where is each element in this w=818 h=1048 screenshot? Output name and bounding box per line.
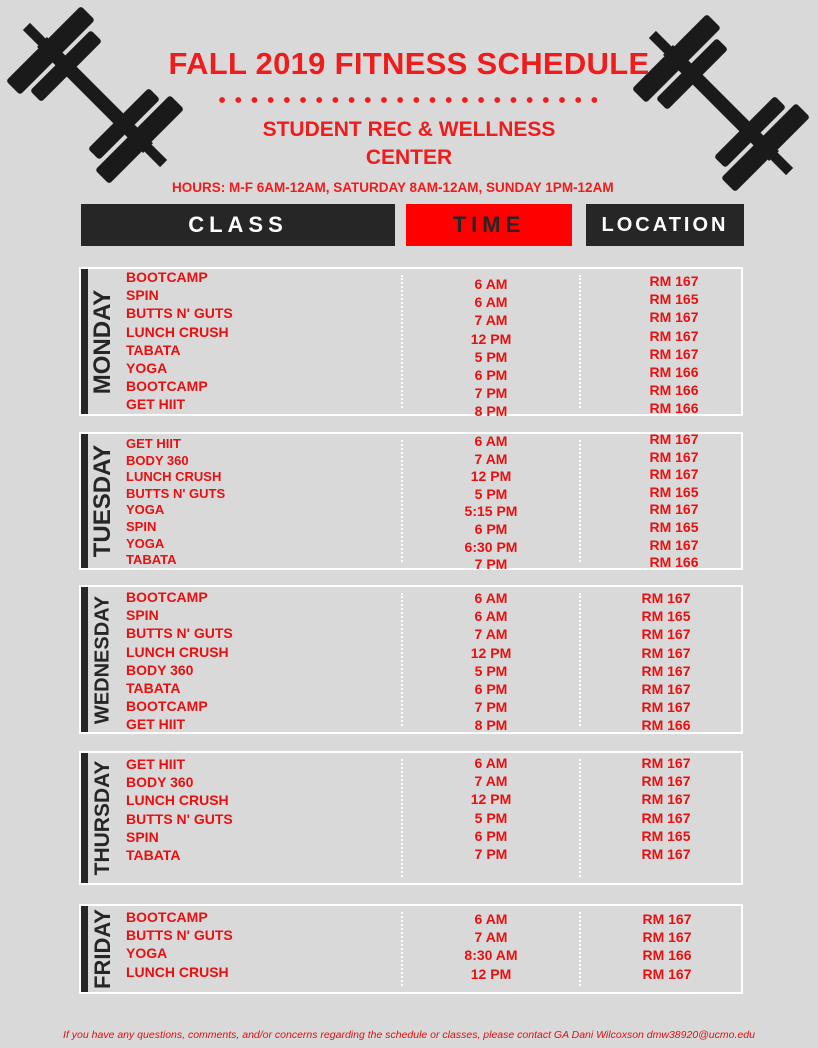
- class-time: 6 AM: [474, 276, 508, 292]
- class-name: SPIN: [126, 287, 159, 304]
- class-location: RM 167: [641, 755, 691, 771]
- day-name: THURSDAY: [91, 760, 114, 876]
- class-name: LUNCH CRUSH: [126, 792, 229, 809]
- day-name: TUESDAY: [89, 444, 116, 558]
- class-location: RM 165: [649, 291, 699, 308]
- subtitle: [0, 116, 818, 172]
- class-time: 7 PM: [474, 699, 508, 716]
- class-time: 7 AM: [474, 929, 508, 946]
- day-section-thursday: [79, 751, 743, 885]
- class-name: BOOTCAMP: [126, 269, 208, 285]
- class-location: RM 167: [649, 345, 699, 362]
- class-name: BUTTS N' GUTS: [126, 927, 233, 944]
- location-column: [619, 272, 729, 418]
- class-name: BODY 360: [126, 661, 194, 678]
- class-time: 12 PM: [470, 644, 512, 661]
- class-time: 6 PM: [474, 520, 508, 537]
- class-time: 12 PM: [470, 791, 512, 808]
- column-separator: [579, 440, 581, 562]
- class-name: SPIN: [126, 828, 159, 845]
- class-location: RM 167: [641, 590, 691, 606]
- class-location: RM 165: [649, 518, 699, 535]
- class-name: YOGA: [126, 359, 168, 376]
- class-name: YOGA: [126, 535, 165, 551]
- day-name: FRIDAY: [90, 909, 115, 989]
- class-location: RM 167: [641, 662, 691, 679]
- class-location: RM 167: [649, 448, 699, 465]
- class-time: 5 PM: [474, 485, 508, 502]
- day-section-friday: [79, 904, 743, 994]
- class-location: RM 167: [649, 536, 699, 553]
- class-name: BOOTCAMP: [126, 909, 208, 925]
- class-time: 5 PM: [474, 662, 508, 679]
- class-time: 6 AM: [474, 590, 508, 606]
- day-label: [81, 587, 125, 732]
- class-time: 7 AM: [474, 626, 508, 643]
- class-time: 12 PM: [470, 965, 512, 982]
- day-section-monday: [79, 267, 743, 420]
- class-name: BOOTCAMP: [126, 698, 208, 715]
- class-time: 12 PM: [470, 468, 512, 485]
- class-location: RM 166: [649, 554, 699, 571]
- page-title: FALL 2019 FITNESS SCHEDULE: [168, 46, 650, 81]
- dotted-divider: [214, 95, 600, 105]
- header-time: TIME: [406, 204, 572, 246]
- class-location: RM 167: [641, 626, 691, 643]
- class-name: YOGA: [126, 945, 168, 962]
- class-name: BOOTCAMP: [126, 589, 208, 605]
- class-time: 8:30 AM: [464, 947, 518, 964]
- class-time: 6 AM: [474, 433, 508, 449]
- class-time: 7 AM: [474, 312, 508, 329]
- class-time: 8 PM: [474, 403, 508, 420]
- class-time: 6 PM: [474, 680, 508, 697]
- class-name: BUTTS N' GUTS: [126, 810, 233, 827]
- class-time: 7 PM: [474, 845, 508, 862]
- class-location: RM 167: [649, 327, 699, 344]
- class-location: RM 167: [641, 809, 691, 826]
- class-name: TABATA: [126, 341, 181, 358]
- class-location: RM 167: [641, 845, 691, 862]
- time-column: [431, 589, 551, 735]
- class-time: 5 PM: [474, 348, 508, 365]
- class-name: GET HIIT: [126, 436, 181, 451]
- class-name: LUNCH CRUSH: [126, 323, 229, 340]
- location-column: [611, 754, 721, 863]
- class-name: TABATA: [126, 552, 177, 568]
- class-location: RM 166: [649, 363, 699, 380]
- class-time: 7 AM: [474, 773, 508, 790]
- class-name: BUTTS N' GUTS: [126, 305, 233, 322]
- class-location: RM 167: [649, 501, 699, 518]
- class-location: RM 166: [649, 400, 699, 417]
- class-time: 6 AM: [474, 294, 508, 311]
- class-column: [126, 588, 233, 734]
- class-name: BODY 360: [126, 452, 189, 468]
- class-location: RM 167: [641, 680, 691, 697]
- class-column: [126, 908, 233, 981]
- header-location: LOCATION: [586, 204, 744, 246]
- class-time: 7 PM: [474, 385, 508, 402]
- time-column: [431, 910, 551, 983]
- class-column: [126, 268, 233, 414]
- class-name: SPIN: [126, 518, 157, 534]
- day-section-tuesday: [79, 431, 743, 573]
- subtitle-line-1: STUDENT REC & WELLNESS: [262, 118, 556, 141]
- column-separator: [401, 275, 403, 408]
- day-name: WEDNESDAY: [91, 595, 114, 724]
- class-time: 6 PM: [474, 827, 508, 844]
- class-name: GET HIIT: [126, 716, 186, 733]
- class-name: BOOTCAMP: [126, 378, 208, 395]
- class-name: TABATA: [126, 679, 181, 696]
- class-time: 5:15 PM: [464, 503, 518, 520]
- class-location: RM 167: [642, 929, 692, 946]
- class-name: GET HIIT: [126, 756, 186, 772]
- class-location: RM 166: [641, 717, 691, 734]
- class-location: RM 165: [641, 827, 691, 844]
- class-location: RM 167: [641, 699, 691, 716]
- class-name: GET HIIT: [126, 396, 186, 413]
- header-class: CLASS: [81, 204, 395, 246]
- class-location: RM 166: [642, 947, 692, 964]
- column-separator: [579, 759, 581, 877]
- column-separator: [401, 759, 403, 877]
- time-column: [431, 275, 551, 421]
- class-time: 8 PM: [474, 717, 508, 734]
- class-name: LUNCH CRUSH: [126, 643, 229, 660]
- day-section-wednesday: [79, 585, 743, 734]
- class-name: LUNCH CRUSH: [126, 469, 222, 485]
- class-name: TABATA: [126, 846, 181, 863]
- footer-contact: If you have any questions, comments, and/or concerns regarding the schedule or classes, please contact GA Dani Wilcoxson dmw38920@ucmo.edu: [63, 1029, 755, 1041]
- class-location: RM 167: [649, 431, 699, 447]
- class-time: 6 AM: [474, 608, 508, 625]
- class-name: BUTTS N' GUTS: [126, 485, 226, 501]
- class-time: 6 AM: [474, 755, 508, 771]
- class-time: 5 PM: [474, 809, 508, 826]
- hours-text: HOURS: M-F 6AM-12AM, SATURDAY 8AM-12AM, SUNDAY 1PM-12AM: [172, 180, 614, 195]
- class-location: RM 167: [642, 965, 692, 982]
- column-separator: [579, 912, 581, 986]
- class-location: RM 167: [649, 466, 699, 483]
- class-location: RM 167: [641, 773, 691, 790]
- time-column: [431, 433, 551, 574]
- column-separator: [401, 912, 403, 986]
- class-name: SPIN: [126, 607, 159, 624]
- column-separator: [579, 275, 581, 408]
- class-time: 6 AM: [474, 911, 508, 927]
- class-column: [126, 436, 225, 569]
- class-location: RM 167: [649, 273, 699, 289]
- class-time: 7 PM: [474, 556, 508, 573]
- class-time: 6:30 PM: [464, 538, 518, 555]
- subtitle-line-2: CENTER: [365, 146, 453, 169]
- day-label: [81, 269, 125, 414]
- class-location: RM 167: [642, 911, 692, 927]
- location-column: [619, 431, 729, 572]
- class-location: RM 167: [641, 791, 691, 808]
- column-separator: [401, 440, 403, 562]
- class-time: 12 PM: [470, 330, 512, 347]
- class-location: RM 167: [641, 644, 691, 661]
- column-separator: [579, 593, 581, 726]
- class-location: RM 166: [649, 382, 699, 399]
- day-name: MONDAY: [89, 289, 116, 394]
- class-time: 7 AM: [474, 450, 508, 467]
- column-separator: [401, 593, 403, 726]
- location-column: [612, 910, 722, 983]
- day-label: [81, 906, 125, 992]
- class-location: RM 165: [641, 608, 691, 625]
- class-time: 6 PM: [474, 366, 508, 383]
- class-name: LUNCH CRUSH: [126, 963, 229, 980]
- class-name: BUTTS N' GUTS: [126, 625, 233, 642]
- location-column: [611, 589, 721, 735]
- class-name: YOGA: [126, 502, 165, 518]
- class-name: BODY 360: [126, 774, 194, 791]
- day-label: [81, 753, 125, 883]
- time-column: [431, 754, 551, 863]
- class-location: RM 167: [649, 309, 699, 326]
- class-location: RM 165: [649, 483, 699, 500]
- day-label: [81, 434, 125, 568]
- class-column: [126, 755, 233, 864]
